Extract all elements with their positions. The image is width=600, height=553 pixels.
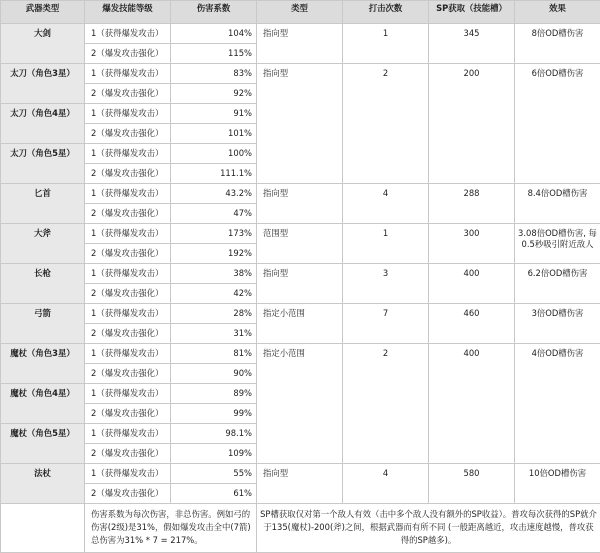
damage-value: 91% xyxy=(171,104,257,124)
header-burst-level: 爆发技能等级 xyxy=(85,1,171,24)
damage-value: 101% xyxy=(171,124,257,144)
attack-type: 指向型 xyxy=(257,184,343,224)
table-row xyxy=(1,464,600,484)
burst-level-2: 2（爆发攻击强化） xyxy=(85,204,171,224)
damage-value: 47% xyxy=(171,204,257,224)
sp-gain: 300 xyxy=(429,224,515,264)
damage-value: 100% xyxy=(171,144,257,164)
weapon-name: 太刀（角色5星） xyxy=(1,144,85,184)
burst-level-2: 2（爆发攻击强化） xyxy=(85,244,171,264)
damage-value: 90% xyxy=(171,364,257,384)
header-row xyxy=(1,1,600,24)
damage-value: 83% xyxy=(171,64,257,84)
effect: 8.4倍OD槽伤害 xyxy=(515,184,600,224)
burst-level-2: 2（爆发攻击强化） xyxy=(85,84,171,104)
weapon-name: 大斧 xyxy=(1,224,85,264)
sp-gain: 400 xyxy=(429,264,515,304)
burst-level-2: 2（爆发攻击强化） xyxy=(85,324,171,344)
table-row xyxy=(1,24,600,44)
hit-count: 2 xyxy=(343,344,429,464)
effect: 3.08倍OD槽伤害, 每0.5秒吸引附近敌人 xyxy=(515,224,600,264)
burst-level-2: 2（爆发攻击强化） xyxy=(85,444,171,464)
burst-level-2: 2（爆发攻击强化） xyxy=(85,284,171,304)
damage-value: 55% xyxy=(171,464,257,484)
burst-level-2: 2（爆发攻击强化） xyxy=(85,124,171,144)
damage-value: 104% xyxy=(171,24,257,44)
table-row xyxy=(1,184,600,204)
damage-value: 92% xyxy=(171,84,257,104)
burst-level-1: 1（获得爆发攻击） xyxy=(85,224,171,244)
damage-value: 89% xyxy=(171,384,257,404)
burst-level-1: 1（获得爆发攻击） xyxy=(85,344,171,364)
table-row xyxy=(1,304,600,324)
header-hits: 打击次数 xyxy=(343,1,429,24)
hit-count: 4 xyxy=(343,184,429,224)
sp-gain: 400 xyxy=(429,344,515,464)
hit-count: 1 xyxy=(343,24,429,64)
burst-level-1: 1（获得爆发攻击） xyxy=(85,104,171,124)
burst-level-2: 2（爆发攻击强化） xyxy=(85,164,171,184)
attack-type: 指向型 xyxy=(257,64,343,184)
damage-value: 38% xyxy=(171,264,257,284)
damage-note: 伤害系数为每次伤害，非总伤害。例如弓的伤害(2级)是31%，假如爆发攻击全中(7箭)总伤害为31% * 7 = 217%。 xyxy=(85,504,257,553)
effect: 10倍OD槽伤害 xyxy=(515,464,600,504)
header-sp-gain: SP获取（技能槽） xyxy=(429,1,515,24)
weapon-name: 魔杖（角色4星） xyxy=(1,384,85,424)
weapon-name: 太刀（角色4星） xyxy=(1,104,85,144)
header-weapon-type: 武器类型 xyxy=(1,1,85,24)
effect: 6.2倍OD槽伤害 xyxy=(515,264,600,304)
damage-value: 99% xyxy=(171,404,257,424)
sp-gain: 580 xyxy=(429,464,515,504)
burst-level-1: 1（获得爆发攻击） xyxy=(85,304,171,324)
damage-value: 43.2% xyxy=(171,184,257,204)
weapon-name: 法杖 xyxy=(1,464,85,504)
weapon-name: 魔杖（角色3星） xyxy=(1,344,85,384)
damage-value: 81% xyxy=(171,344,257,364)
hit-count: 7 xyxy=(343,304,429,344)
damage-value: 192% xyxy=(171,244,257,264)
burst-level-2: 2（爆发攻击强化） xyxy=(85,484,171,504)
attack-type: 指向型 xyxy=(257,464,343,504)
burst-level-1: 1（获得爆发攻击） xyxy=(85,24,171,44)
burst-level-1: 1（获得爆发攻击） xyxy=(85,144,171,164)
note-spacer xyxy=(1,504,85,553)
burst-level-2: 2（爆发攻击强化） xyxy=(85,364,171,384)
notes-row xyxy=(1,504,600,553)
weapon-name: 太刀（角色3星） xyxy=(1,64,85,104)
damage-value: 111.1% xyxy=(171,164,257,184)
hit-count: 1 xyxy=(343,224,429,264)
burst-level-1: 1（获得爆发攻击） xyxy=(85,384,171,404)
damage-value: 98.1% xyxy=(171,424,257,444)
hit-count: 4 xyxy=(343,464,429,504)
effect: 6倍OD槽伤害 xyxy=(515,64,600,184)
damage-value: 115% xyxy=(171,44,257,64)
burst-level-2: 2（爆发攻击强化） xyxy=(85,404,171,424)
damage-value: 28% xyxy=(171,304,257,324)
weapon-name: 大剑 xyxy=(1,24,85,64)
header-type: 类型 xyxy=(257,1,343,24)
burst-level-1: 1（获得爆发攻击） xyxy=(85,464,171,484)
weapon-name: 弓箭 xyxy=(1,304,85,344)
hit-count: 3 xyxy=(343,264,429,304)
weapon-name: 长枪 xyxy=(1,264,85,304)
effect: 8倍OD槽伤害 xyxy=(515,24,600,64)
effect: 4倍OD槽伤害 xyxy=(515,344,600,464)
damage-value: 61% xyxy=(171,484,257,504)
attack-type: 指向型 xyxy=(257,24,343,64)
burst-level-1: 1（获得爆发攻击） xyxy=(85,64,171,84)
effect: 3倍OD槽伤害 xyxy=(515,304,600,344)
burst-level-1: 1（获得爆发攻击） xyxy=(85,264,171,284)
table-row xyxy=(1,344,600,364)
attack-type: 指定小范围 xyxy=(257,344,343,464)
header-damage-coef: 伤害系数 xyxy=(171,1,257,24)
weapon-name: 魔杖（角色5星） xyxy=(1,424,85,464)
sp-gain: 200 xyxy=(429,64,515,184)
header-effect: 效果 xyxy=(515,1,600,24)
damage-value: 42% xyxy=(171,284,257,304)
attack-type: 指定小范围 xyxy=(257,304,343,344)
hit-count: 2 xyxy=(343,64,429,184)
burst-level-2: 2（爆发攻击强化） xyxy=(85,44,171,64)
sp-gain: 345 xyxy=(429,24,515,64)
burst-level-1: 1（获得爆发攻击） xyxy=(85,184,171,204)
damage-value: 31% xyxy=(171,324,257,344)
sp-gain: 460 xyxy=(429,304,515,344)
table-row xyxy=(1,264,600,284)
damage-value: 109% xyxy=(171,444,257,464)
burst-level-1: 1（获得爆发攻击） xyxy=(85,424,171,444)
attack-type: 指向型 xyxy=(257,264,343,304)
sp-note: SP槽获取仅对第一个敌人有效（击中多个敌人没有额外的SP收益）。普攻每次获得的SP就介于135(魔杖)-200(斧)之间，根据武器而有所不同 (一般距离越近，攻击速度越慢，普攻获得的SP越多)。 xyxy=(257,504,600,553)
weapon-name: 匕首 xyxy=(1,184,85,224)
attack-type: 范围型 xyxy=(257,224,343,264)
sp-gain: 288 xyxy=(429,184,515,224)
table-row xyxy=(1,64,600,84)
damage-value: 173% xyxy=(171,224,257,244)
table-row xyxy=(1,224,600,244)
